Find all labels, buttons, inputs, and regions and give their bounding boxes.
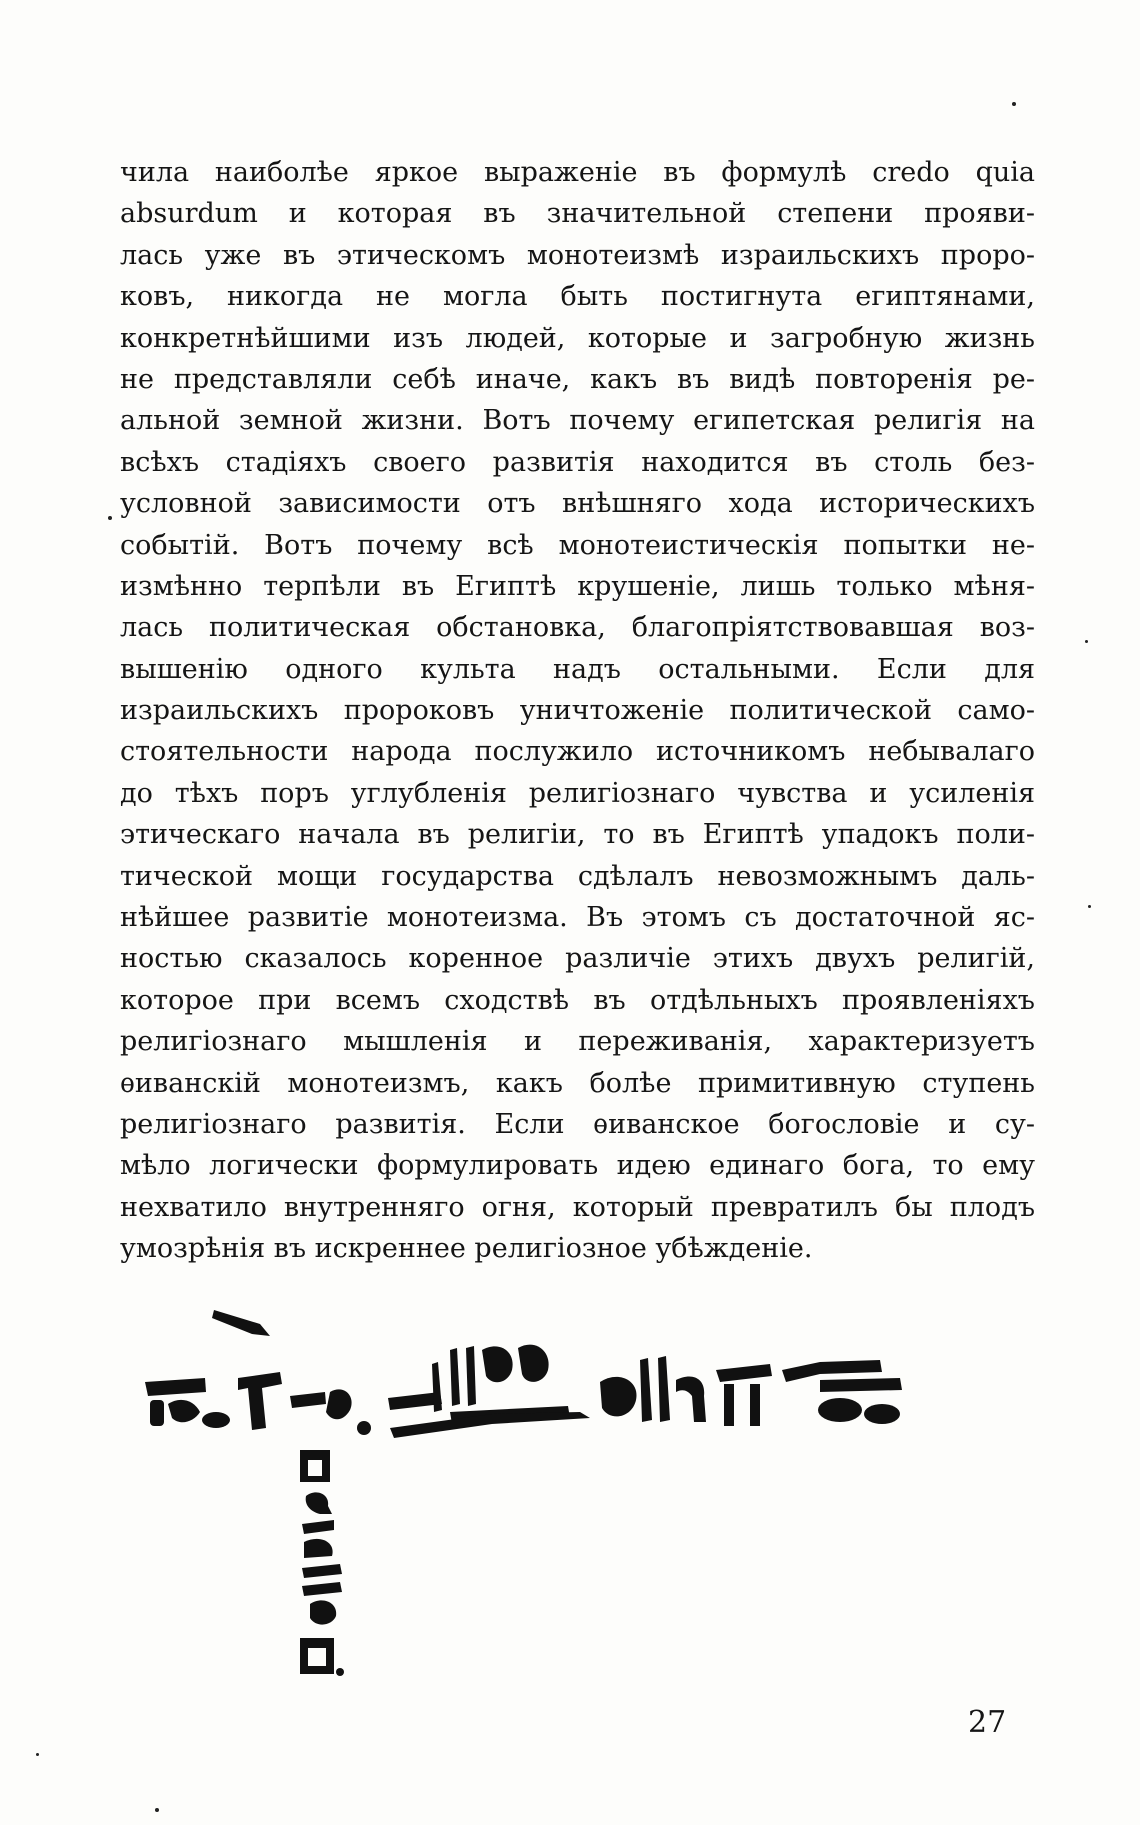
text-line: конкретнѣйшими изъ людей, которые и загробную жизнь: [120, 322, 1035, 354]
text-line: религіознаго развитія. Если ѳиванское богословіе и су-: [120, 1108, 1035, 1140]
text-line: умозрѣнія въ искреннее религіозное убѣжденіе.: [120, 1233, 813, 1265]
text-line: чила наиболѣе яркое выраженіе въ формулѣ credo quia: [120, 157, 1035, 188]
text-line: альной земной жизни. Вотъ почему египетская религія на: [120, 405, 1035, 437]
text-line: религіознаго мышленія и переживанія, характеризуетъ: [120, 1026, 1035, 1058]
scan-speck: [155, 1808, 159, 1812]
text-line: измѣнно терпѣли въ Египтѣ крушеніе, лишь только мѣня-: [120, 570, 1035, 602]
scan-speck: [1088, 905, 1091, 908]
text-line: стоятельности народа послужило источникомъ небывалаго: [120, 736, 1035, 768]
text-line: которое при всемъ сходствѣ въ отдѣльныхъ проявленіяхъ: [120, 984, 1035, 1016]
text-line: не представляли себѣ иначе, какъ въ видѣ повторенія ре-: [120, 363, 1035, 395]
text-line: лась политическая обстановка, благопріятствовавшая воз-: [120, 612, 1035, 644]
text-line: тической мощи государства сдѣлалъ невозможнымъ даль-: [120, 860, 1035, 892]
text-line: ѳиванскій монотеизмъ, какъ болѣе примитивную ступень: [120, 1067, 1035, 1099]
text-line: условной зависимости отъ внѣшняго хода историческихъ: [120, 488, 1035, 520]
text-line: мѣло логически формулировать идею единаго бога, то ему: [120, 1150, 1035, 1182]
scan-speck: [1085, 640, 1088, 643]
text-line: нѣйшее развитіе монотеизма. Въ этомъ съ достаточной яс-: [120, 902, 1035, 934]
text-line: absurdum и которая въ значительной степени прояви-: [120, 198, 1035, 230]
text-line: вышенію одного культа надъ остальными. Если для: [120, 653, 1035, 685]
page-number: 27: [968, 1705, 1007, 1740]
body-text: [120, 152, 1035, 1270]
text-line: лась уже въ этическомъ монотеизмѣ израильскихъ проро-: [120, 239, 1035, 271]
text-line: израильскихъ пророковъ уничтоженіе политической само-: [120, 695, 1035, 727]
scan-speck: [108, 516, 112, 520]
text-line: событій. Вотъ почему всѣ монотеистическія попытки не-: [120, 529, 1035, 561]
text-line: всѣхъ стадіяхъ своего развитія находится въ столь без-: [120, 446, 1035, 478]
text-line: до тѣхъ поръ углубленія религіознаго чувства и усиленія: [120, 777, 1035, 809]
hieroglyphic-inscription: [120, 1300, 1040, 1700]
scan-speck: [1012, 102, 1016, 106]
text-line: нехватило внутренняго огня, который превратилъ бы плодъ: [120, 1191, 1035, 1223]
text-line: ковъ, никогда не могла быть постигнута египтянами,: [120, 281, 1035, 313]
text-line: этическаго начала въ религіи, то въ Египтѣ упадокъ поли-: [120, 819, 1035, 851]
text-line: ностью сказалось коренное различіе этихъ двухъ религій,: [120, 943, 1035, 975]
scan-speck: [36, 1753, 39, 1756]
